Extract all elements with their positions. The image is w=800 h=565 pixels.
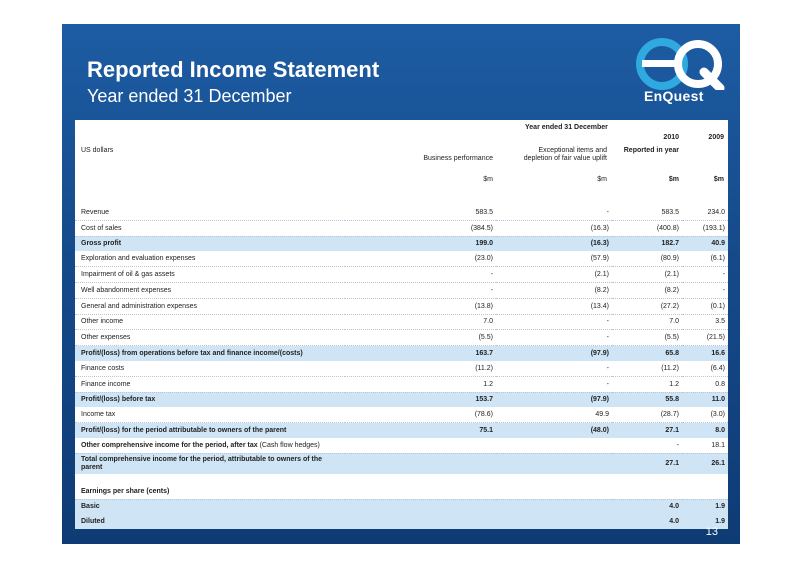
cell-prior: 234.0 bbox=[682, 205, 728, 220]
oci-label-note: (Cash flow hedges) bbox=[259, 441, 320, 449]
row-label: Other income bbox=[75, 314, 345, 330]
cell-business: 163.7 bbox=[345, 346, 496, 361]
cell-reported: 4.0 bbox=[612, 499, 682, 514]
slide-subtitle: Year ended 31 December bbox=[87, 86, 292, 106]
cell-reported: 583.5 bbox=[612, 205, 682, 220]
currency-label: US dollars bbox=[81, 147, 114, 154]
cell-business: 75.1 bbox=[345, 423, 496, 438]
table-row bbox=[75, 361, 728, 376]
oci-label-bold: Other comprehensive income for the period, after tax bbox=[81, 441, 258, 449]
row-label: Profit/(loss) for the period attributable to owners of the parent bbox=[75, 423, 345, 438]
cell-prior: 18.1 bbox=[682, 438, 728, 453]
row-label: Finance costs bbox=[75, 361, 345, 376]
table-row bbox=[75, 267, 728, 283]
table-row bbox=[75, 220, 728, 236]
cell-prior: 0.8 bbox=[682, 376, 728, 392]
cell-exceptional: - bbox=[496, 314, 612, 330]
cell-business: (13.8) bbox=[345, 298, 496, 314]
cell-business: - bbox=[345, 282, 496, 298]
cell-reported: (11.2) bbox=[612, 361, 682, 376]
cell-exceptional: - bbox=[496, 330, 612, 346]
eps-heading: Earnings per share (cents) bbox=[75, 484, 728, 499]
row-label: Basic bbox=[75, 499, 345, 514]
unit-exceptional: $m bbox=[597, 176, 607, 183]
cell-prior: 3.5 bbox=[682, 314, 728, 330]
cell-business: - bbox=[345, 267, 496, 283]
cell-prior: 40.9 bbox=[682, 236, 728, 251]
row-label: Diluted bbox=[75, 514, 345, 529]
table-row-subtotal bbox=[75, 392, 728, 407]
cell-prior: 1.9 bbox=[682, 514, 728, 529]
cell-exceptional bbox=[496, 453, 612, 474]
reported-in-year-header: Reported in year bbox=[623, 147, 679, 154]
cell-prior: 1.9 bbox=[682, 499, 728, 514]
cell-prior: (0.1) bbox=[682, 298, 728, 314]
period-header: Year ended 31 December bbox=[525, 124, 608, 131]
cell-business: 583.5 bbox=[345, 205, 496, 220]
cell-exceptional: - bbox=[496, 361, 612, 376]
cell-exceptional: (48.0) bbox=[496, 423, 612, 438]
cell-prior: 26.1 bbox=[682, 453, 728, 474]
cell-exceptional: (97.9) bbox=[496, 346, 612, 361]
business-performance-header: Business performance bbox=[423, 155, 493, 162]
table-row-subtotal bbox=[75, 346, 728, 361]
table-row-total bbox=[75, 453, 728, 474]
cell-reported: 27.1 bbox=[612, 453, 682, 474]
row-label: Finance income bbox=[75, 376, 345, 392]
table-row bbox=[75, 407, 728, 422]
table-row bbox=[75, 282, 728, 298]
cell-prior: (193.1) bbox=[682, 220, 728, 236]
cell-reported: 55.8 bbox=[612, 392, 682, 407]
logo-wordmark: EnQuest bbox=[644, 88, 704, 104]
cell-prior: 8.0 bbox=[682, 423, 728, 438]
table-row-eps-basic bbox=[75, 499, 728, 514]
cell-reported: (400.8) bbox=[612, 220, 682, 236]
cell-exceptional: (8.2) bbox=[496, 282, 612, 298]
table-row-eps-heading bbox=[75, 484, 728, 499]
cell-reported: 1.2 bbox=[612, 376, 682, 392]
unit-prior: $m bbox=[713, 176, 724, 183]
table-row bbox=[75, 298, 728, 314]
table-row bbox=[75, 251, 728, 266]
row-label: Profit/(loss) from operations before tax and finance income/(costs) bbox=[75, 346, 345, 361]
table-row-subtotal bbox=[75, 236, 728, 251]
cell-reported: 65.8 bbox=[612, 346, 682, 361]
table-row-subtotal bbox=[75, 423, 728, 438]
cell-business: 7.0 bbox=[345, 314, 496, 330]
cell-reported: - bbox=[612, 438, 682, 453]
cell-business: 1.2 bbox=[345, 376, 496, 392]
income-statement-table bbox=[75, 205, 728, 529]
cell-reported: (27.2) bbox=[612, 298, 682, 314]
cell-reported: (5.5) bbox=[612, 330, 682, 346]
cell-reported: 182.7 bbox=[612, 236, 682, 251]
row-label: Impairment of oil & gas assets bbox=[75, 267, 345, 283]
cell-business bbox=[345, 453, 496, 474]
cell-prior: - bbox=[682, 282, 728, 298]
table-row-eps-diluted bbox=[75, 514, 728, 529]
exceptional-items-header: Exceptional items and depletion of fair value uplift bbox=[523, 147, 607, 162]
cell-exceptional: (13.4) bbox=[496, 298, 612, 314]
cell-business: (78.6) bbox=[345, 407, 496, 422]
page-number: 13 bbox=[705, 526, 718, 538]
cell-reported: 4.0 bbox=[612, 514, 682, 529]
year-current-header: 2010 bbox=[663, 134, 679, 141]
cell-reported: (2.1) bbox=[612, 267, 682, 283]
table-row bbox=[75, 330, 728, 346]
table-row bbox=[75, 314, 728, 330]
year-prior-header: 2009 bbox=[708, 134, 724, 141]
row-label: Well abandonment expenses bbox=[75, 282, 345, 298]
cell-exceptional: 49.9 bbox=[496, 407, 612, 422]
cell-business: (5.5) bbox=[345, 330, 496, 346]
cell-reported: (80.9) bbox=[612, 251, 682, 266]
row-label: Revenue bbox=[75, 205, 345, 220]
cell-reported: 7.0 bbox=[612, 314, 682, 330]
cell-exceptional: (16.3) bbox=[496, 220, 612, 236]
cell-prior: 16.6 bbox=[682, 346, 728, 361]
slide-title: Reported Income Statement bbox=[87, 57, 380, 82]
eq-logo-icon bbox=[636, 38, 732, 90]
cell-reported: (8.2) bbox=[612, 282, 682, 298]
cell-prior: - bbox=[682, 267, 728, 283]
oci-label bbox=[75, 438, 612, 453]
cell-business: 199.0 bbox=[345, 236, 496, 251]
cell-reported: (28.7) bbox=[612, 407, 682, 422]
row-label: Other expenses bbox=[75, 330, 345, 346]
unit-business: $m bbox=[483, 176, 493, 183]
cell-prior: (3.0) bbox=[682, 407, 728, 422]
cell-business: (11.2) bbox=[345, 361, 496, 376]
income-statement-panel bbox=[75, 120, 728, 526]
cell-business: (384.5) bbox=[345, 220, 496, 236]
cell-exceptional: - bbox=[496, 205, 612, 220]
cell-business: (23.0) bbox=[345, 251, 496, 266]
row-label: Gross profit bbox=[75, 236, 345, 251]
cell-reported: 27.1 bbox=[612, 423, 682, 438]
cell-exceptional: (57.9) bbox=[496, 251, 612, 266]
row-label: General and administration expenses bbox=[75, 298, 345, 314]
enquest-logo bbox=[636, 38, 732, 108]
cell-prior: (6.4) bbox=[682, 361, 728, 376]
row-label: Cost of sales bbox=[75, 220, 345, 236]
table-spacer bbox=[75, 474, 728, 484]
row-label: Income tax bbox=[75, 407, 345, 422]
cell-prior: (21.5) bbox=[682, 330, 728, 346]
total-label: Total comprehensive income for the period, attributable to owners of the parent bbox=[75, 453, 345, 474]
cell-exceptional: - bbox=[496, 376, 612, 392]
cell-prior: (6.1) bbox=[682, 251, 728, 266]
cell-prior: 11.0 bbox=[682, 392, 728, 407]
table-row bbox=[75, 376, 728, 392]
row-label: Profit/(loss) before tax bbox=[75, 392, 345, 407]
cell-business: 153.7 bbox=[345, 392, 496, 407]
table-row bbox=[75, 205, 728, 220]
cell-exceptional: (2.1) bbox=[496, 267, 612, 283]
slide-background bbox=[62, 24, 740, 544]
table-row-oci bbox=[75, 438, 728, 453]
unit-reported: $m bbox=[668, 176, 679, 183]
cell-exceptional: (16.3) bbox=[496, 236, 612, 251]
row-label: Exploration and evaluation expenses bbox=[75, 251, 345, 266]
cell-exceptional: (97.9) bbox=[496, 392, 612, 407]
